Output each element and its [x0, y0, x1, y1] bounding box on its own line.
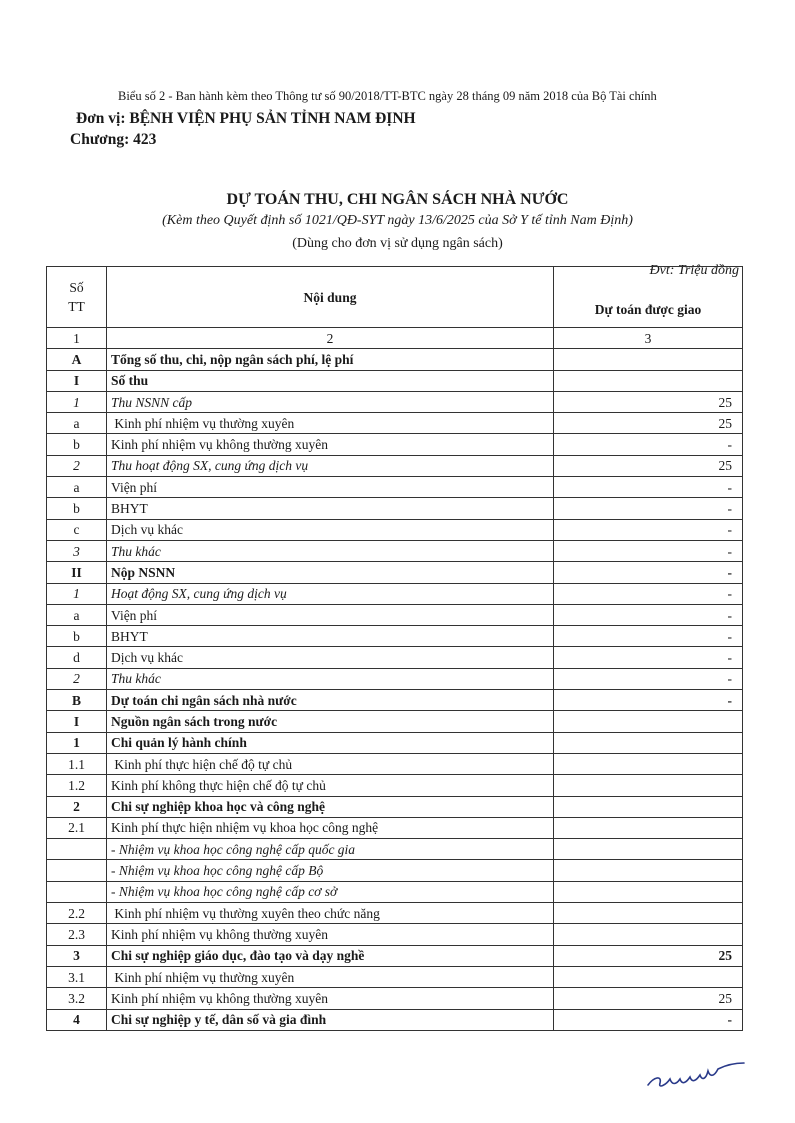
- row-value: -: [554, 604, 743, 625]
- table-row: [47, 455, 743, 476]
- row-value: 25: [554, 945, 743, 966]
- row-value: -: [554, 477, 743, 498]
- row-content: Viện phí: [107, 477, 554, 498]
- row-content: BHYT: [107, 626, 554, 647]
- row-content: Kinh phí nhiệm vụ thường xuyên: [107, 966, 554, 987]
- table-row: [47, 477, 743, 498]
- header-note: Biểu số 2 - Ban hành kèm theo Thông tư số 90/2018/TT-BTC ngày 28 tháng 09 năm 2018 của Bộ Tài chính: [118, 89, 657, 103]
- table-row: [47, 903, 743, 924]
- row-content: Kinh phí không thực hiện chế độ tự chủ: [107, 775, 554, 796]
- table-row: [47, 647, 743, 668]
- signature-icon: [640, 1055, 750, 1095]
- row-stt: 3: [47, 540, 107, 561]
- row-stt: 2: [47, 796, 107, 817]
- currency-unit-note: Đvt: Triệu đồng: [649, 263, 739, 278]
- row-stt: b: [47, 498, 107, 519]
- table-row: [47, 966, 743, 987]
- row-content: - Nhiệm vụ khoa học công nghệ cấp cơ sở: [107, 881, 554, 902]
- row-value: [554, 775, 743, 796]
- table-row: [47, 753, 743, 774]
- row-value: -: [554, 647, 743, 668]
- row-content: Dịch vụ khác: [107, 647, 554, 668]
- row-content: Dự toán chi ngân sách nhà nước: [107, 690, 554, 711]
- header-content: Nội dung: [107, 267, 554, 328]
- row-value: -: [554, 562, 743, 583]
- table-row: [47, 668, 743, 689]
- row-content: Hoạt động SX, cung ứng dịch vụ: [107, 583, 554, 604]
- row-value: -: [554, 1009, 743, 1030]
- row-value: -: [554, 626, 743, 647]
- table-index-row: [47, 328, 743, 349]
- row-stt: 2: [47, 668, 107, 689]
- document-subtitle: (Kèm theo Quyết định số 1021/QĐ-SYT ngày 13/6/2025 của Sở Y tế tỉnh Nam Định): [162, 213, 633, 228]
- index-stt: 1: [47, 328, 107, 349]
- row-stt: 1.2: [47, 775, 107, 796]
- row-content: Viện phí: [107, 604, 554, 625]
- table-row: [47, 562, 743, 583]
- row-stt: b: [47, 434, 107, 455]
- row-content: Kinh phí nhiệm vụ thường xuyên theo chức năng: [107, 903, 554, 924]
- table-row: [47, 924, 743, 945]
- row-stt: a: [47, 413, 107, 434]
- row-content: Kinh phí nhiệm vụ không thường xuyên: [107, 434, 554, 455]
- row-value: [554, 881, 743, 902]
- table-row: [47, 626, 743, 647]
- header-stt: Số TT: [47, 267, 107, 328]
- row-content: Kinh phí thực hiện chế độ tự chủ: [107, 753, 554, 774]
- row-value: -: [554, 540, 743, 561]
- table-row: [47, 817, 743, 838]
- row-value: -: [554, 690, 743, 711]
- row-content: Chi sự nghiệp y tế, dân số và gia đình: [107, 1009, 554, 1030]
- row-content: Kinh phí nhiệm vụ không thường xuyên: [107, 924, 554, 945]
- index-value: 3: [554, 328, 743, 349]
- row-stt: 3.1: [47, 966, 107, 987]
- unit-name: Đơn vị: BỆNH VIỆN PHỤ SẢN TỈNH NAM ĐỊNH: [76, 110, 416, 127]
- index-content: 2: [107, 328, 554, 349]
- row-content: Chi quản lý hành chính: [107, 732, 554, 753]
- row-stt: 1: [47, 732, 107, 753]
- row-stt: b: [47, 626, 107, 647]
- table-row: [47, 519, 743, 540]
- row-content: - Nhiệm vụ khoa học công nghệ cấp quốc gia: [107, 839, 554, 860]
- row-content: Tổng số thu, chi, nộp ngân sách phí, lệ phí: [107, 349, 554, 370]
- table-row: [47, 498, 743, 519]
- row-value: 25: [554, 455, 743, 476]
- table-row: [47, 391, 743, 412]
- row-stt: [47, 860, 107, 881]
- row-value: [554, 732, 743, 753]
- row-value: [554, 370, 743, 391]
- row-stt: a: [47, 604, 107, 625]
- row-stt: 1: [47, 583, 107, 604]
- row-content: Dịch vụ khác: [107, 519, 554, 540]
- table-row: [47, 988, 743, 1009]
- row-value: [554, 711, 743, 732]
- row-value: [554, 796, 743, 817]
- table-row: [47, 540, 743, 561]
- row-content: - Nhiệm vụ khoa học công nghệ cấp Bộ: [107, 860, 554, 881]
- row-content: Kinh phí nhiệm vụ không thường xuyên: [107, 988, 554, 1009]
- document-usage-note: (Dùng cho đơn vị sử dụng ngân sách): [292, 236, 503, 251]
- row-content: Thu khác: [107, 540, 554, 561]
- table-row: [47, 370, 743, 391]
- row-content: Thu NSNN cấp: [107, 391, 554, 412]
- table-row: [47, 690, 743, 711]
- table-row: [47, 604, 743, 625]
- table-row: [47, 583, 743, 604]
- table-row: [47, 839, 743, 860]
- row-stt: 1.1: [47, 753, 107, 774]
- row-value: -: [554, 583, 743, 604]
- row-value: [554, 839, 743, 860]
- table-row: [47, 860, 743, 881]
- row-content: Nguồn ngân sách trong nước: [107, 711, 554, 732]
- row-value: [554, 860, 743, 881]
- row-stt: 2.3: [47, 924, 107, 945]
- row-content: Chi sự nghiệp khoa học và công nghệ: [107, 796, 554, 817]
- row-content: Số thu: [107, 370, 554, 391]
- row-content: Kinh phí nhiệm vụ thường xuyên: [107, 413, 554, 434]
- row-stt: c: [47, 519, 107, 540]
- table-row: [47, 775, 743, 796]
- row-value: [554, 924, 743, 945]
- row-stt: II: [47, 562, 107, 583]
- row-value: [554, 753, 743, 774]
- row-stt: 3.2: [47, 988, 107, 1009]
- row-stt: 2.1: [47, 817, 107, 838]
- row-value: [554, 349, 743, 370]
- row-stt: 2: [47, 455, 107, 476]
- row-stt: A: [47, 349, 107, 370]
- table-row: [47, 711, 743, 732]
- table-row: [47, 796, 743, 817]
- table-header-row: [47, 267, 743, 328]
- row-stt: I: [47, 370, 107, 391]
- row-stt: 4: [47, 1009, 107, 1030]
- row-value: -: [554, 498, 743, 519]
- row-stt: [47, 881, 107, 902]
- row-stt: I: [47, 711, 107, 732]
- chapter-number: Chương: 423: [70, 131, 157, 148]
- table-row: [47, 732, 743, 753]
- row-value: [554, 966, 743, 987]
- row-content: Thu hoạt động SX, cung ứng dịch vụ: [107, 455, 554, 476]
- table-row: [47, 349, 743, 370]
- document-title: DỰ TOÁN THU, CHI NGÂN SÁCH NHÀ NƯỚC: [226, 191, 569, 208]
- budget-table: [46, 266, 743, 1031]
- row-value: -: [554, 668, 743, 689]
- row-value: -: [554, 519, 743, 540]
- row-content: BHYT: [107, 498, 554, 519]
- row-content: Thu khác: [107, 668, 554, 689]
- row-stt: a: [47, 477, 107, 498]
- row-stt: 3: [47, 945, 107, 966]
- table-row: [47, 434, 743, 455]
- row-stt: 1: [47, 391, 107, 412]
- table-row: [47, 413, 743, 434]
- row-value: 25: [554, 391, 743, 412]
- row-stt: d: [47, 647, 107, 668]
- row-stt: 2.2: [47, 903, 107, 924]
- table-row: [47, 1009, 743, 1030]
- row-stt: B: [47, 690, 107, 711]
- row-value: [554, 903, 743, 924]
- table-row: [47, 945, 743, 966]
- header-value: Dự toán được giao: [554, 267, 743, 328]
- table-row: [47, 881, 743, 902]
- row-value: [554, 817, 743, 838]
- row-stt: [47, 839, 107, 860]
- row-content: Kinh phí thực hiện nhiệm vụ khoa học công nghệ: [107, 817, 554, 838]
- row-value: 25: [554, 413, 743, 434]
- row-content: Nộp NSNN: [107, 562, 554, 583]
- row-content: Chi sự nghiệp giáo dục, đào tạo và dạy nghề: [107, 945, 554, 966]
- row-value: -: [554, 434, 743, 455]
- row-value: 25: [554, 988, 743, 1009]
